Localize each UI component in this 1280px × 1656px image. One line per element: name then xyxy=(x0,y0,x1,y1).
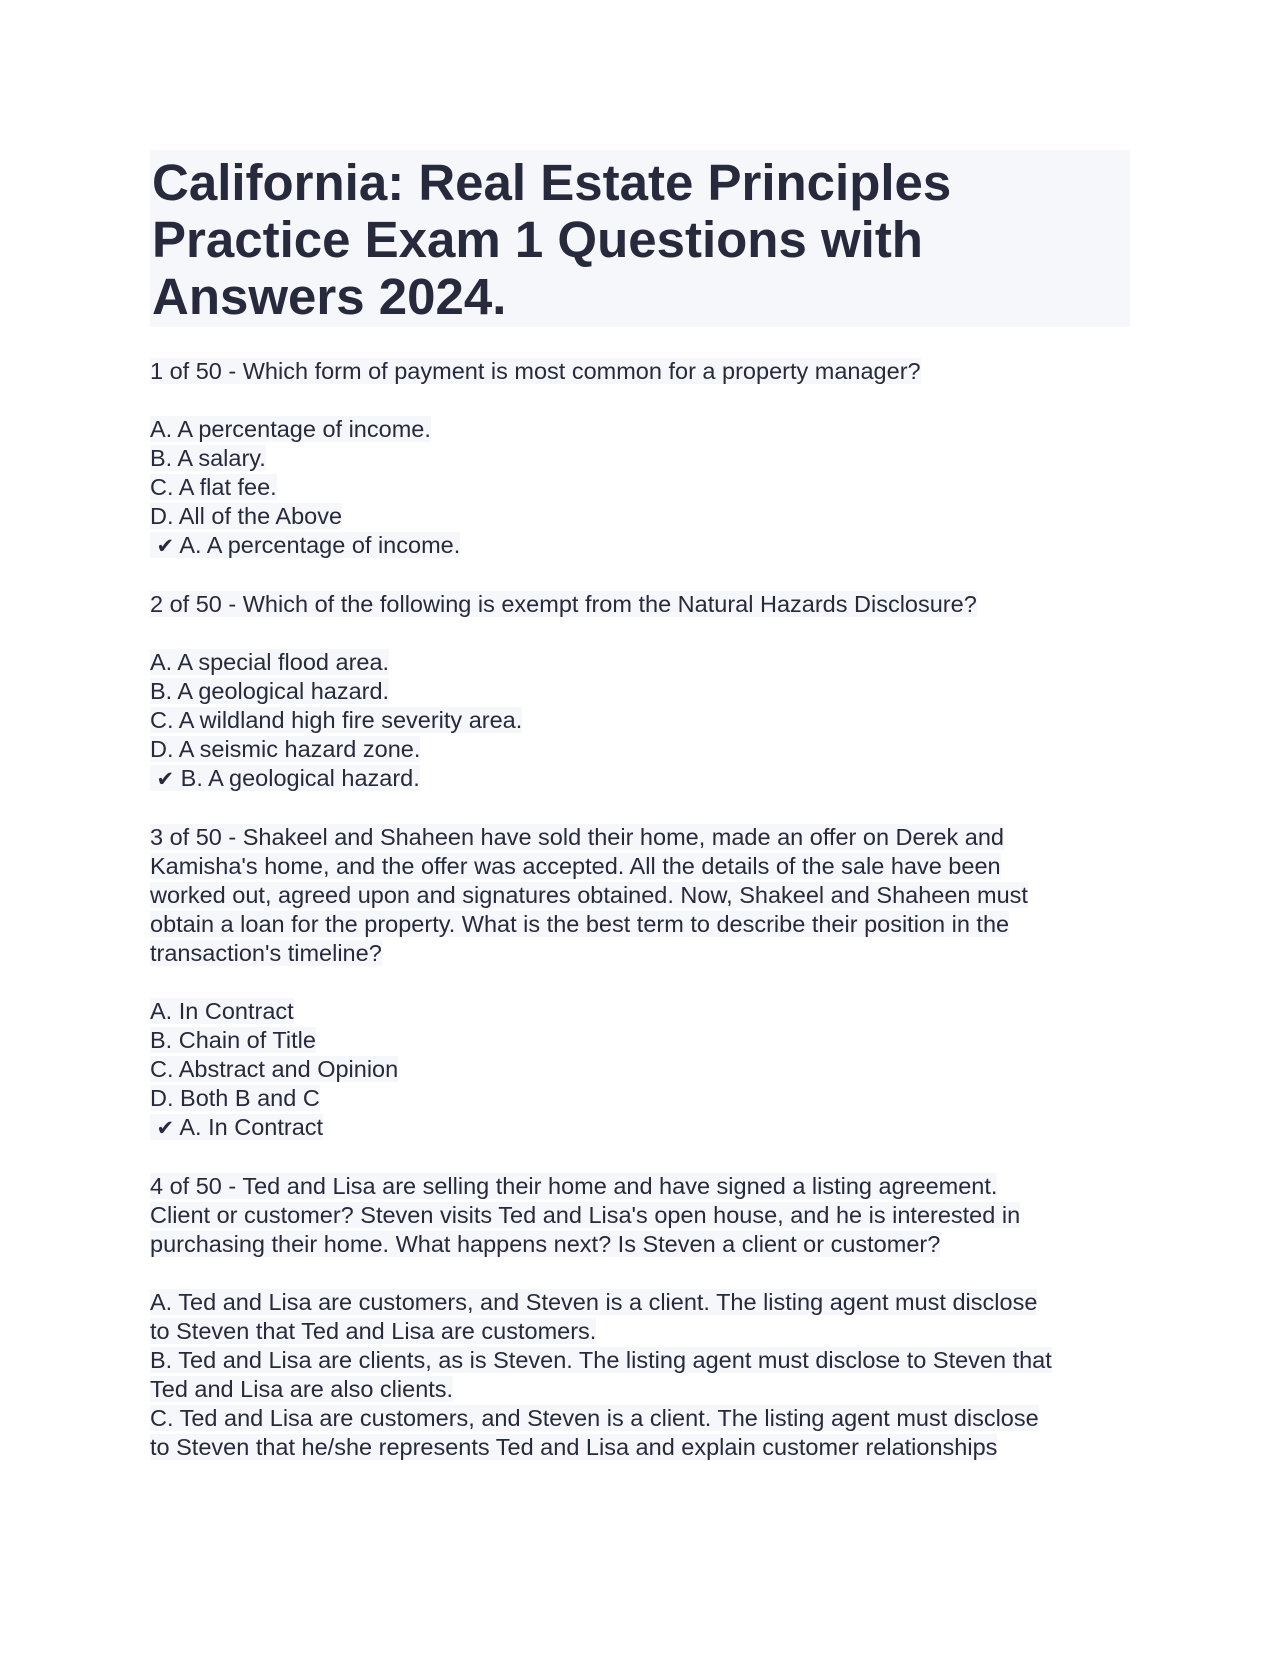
check-icon: ✔ xyxy=(156,768,175,791)
check-icon: ✔ xyxy=(156,1117,175,1140)
option-line: Ted and Lisa are also clients. xyxy=(150,1376,454,1402)
answer-line xyxy=(150,765,420,791)
option-a: A. A special flood area. xyxy=(150,649,390,675)
option-line: to Steven that he/she represents Ted and Lisa and explain customer relationships xyxy=(150,1434,998,1460)
option-d: D. All of the Above xyxy=(150,503,343,529)
document-title: California: Real Estate Principles Practice Exam 1 Questions with Answers 2024. xyxy=(150,150,1130,327)
answer-line xyxy=(150,1114,323,1140)
option-line: B. Ted and Lisa are clients, as is Steven. The listing agent must disclose to Steven that xyxy=(150,1347,1052,1373)
option-b: B. Chain of Title xyxy=(150,1027,316,1053)
question-text-line: transaction's timeline? xyxy=(150,940,382,966)
check-icon: ✔ xyxy=(156,535,175,558)
answer-text: A. In Contract xyxy=(179,1114,324,1140)
option-b: B. A geological hazard. xyxy=(150,678,390,704)
option-line: to Steven that Ted and Lisa are customers. xyxy=(150,1318,597,1344)
option-line: A. Ted and Lisa are customers, and Steven is a client. The listing agent must disclose xyxy=(150,1289,1038,1315)
question-text: 1 of 50 - Which form of payment is most common for a property manager? xyxy=(150,358,921,384)
document-page xyxy=(150,150,1130,1462)
option-c: C. Abstract and Opinion xyxy=(150,1056,399,1082)
option-d: D. A seismic hazard zone. xyxy=(150,736,421,762)
question-2 xyxy=(150,590,1130,794)
question-1 xyxy=(150,357,1130,561)
option-d: D. Both B and C xyxy=(150,1085,320,1111)
answer-text: B. A geological hazard. xyxy=(180,765,420,791)
option-c: C. A flat fee. xyxy=(150,474,277,500)
option-c: C. A wildland high fire severity area. xyxy=(150,707,523,733)
question-4 xyxy=(150,1172,1130,1462)
option-b: B. A salary. xyxy=(150,445,266,471)
option-a: A. In Contract xyxy=(150,998,294,1024)
option-line: C. Ted and Lisa are customers, and Steven is a client. The listing agent must disclose xyxy=(150,1405,1039,1431)
question-text-line: purchasing their home. What happens next? Is Steven a client or customer? xyxy=(150,1231,941,1257)
question-text-line: obtain a loan for the property. What is the best term to describe their position in the xyxy=(150,911,1010,937)
question-text-line: worked out, agreed upon and signatures obtained. Now, Shakeel and Shaheen must xyxy=(150,882,1028,908)
question-3 xyxy=(150,823,1130,1143)
option-a: A. A percentage of income. xyxy=(150,416,431,442)
question-text-line: Client or customer? Steven visits Ted and Lisa's open house, and he is interested in xyxy=(150,1202,1021,1228)
answer-text: A. A percentage of income. xyxy=(179,532,461,558)
question-text-line: Kamisha's home, and the offer was accepted. All the details of the sale have been xyxy=(150,853,1001,879)
answer-line xyxy=(150,532,460,558)
question-text-line: 4 of 50 - Ted and Lisa are selling their home and have signed a listing agreement. xyxy=(150,1173,998,1199)
question-text-line: 3 of 50 - Shakeel and Shaheen have sold their home, made an offer on Derek and xyxy=(150,824,1004,850)
question-text: 2 of 50 - Which of the following is exempt from the Natural Hazards Disclosure? xyxy=(150,591,977,617)
